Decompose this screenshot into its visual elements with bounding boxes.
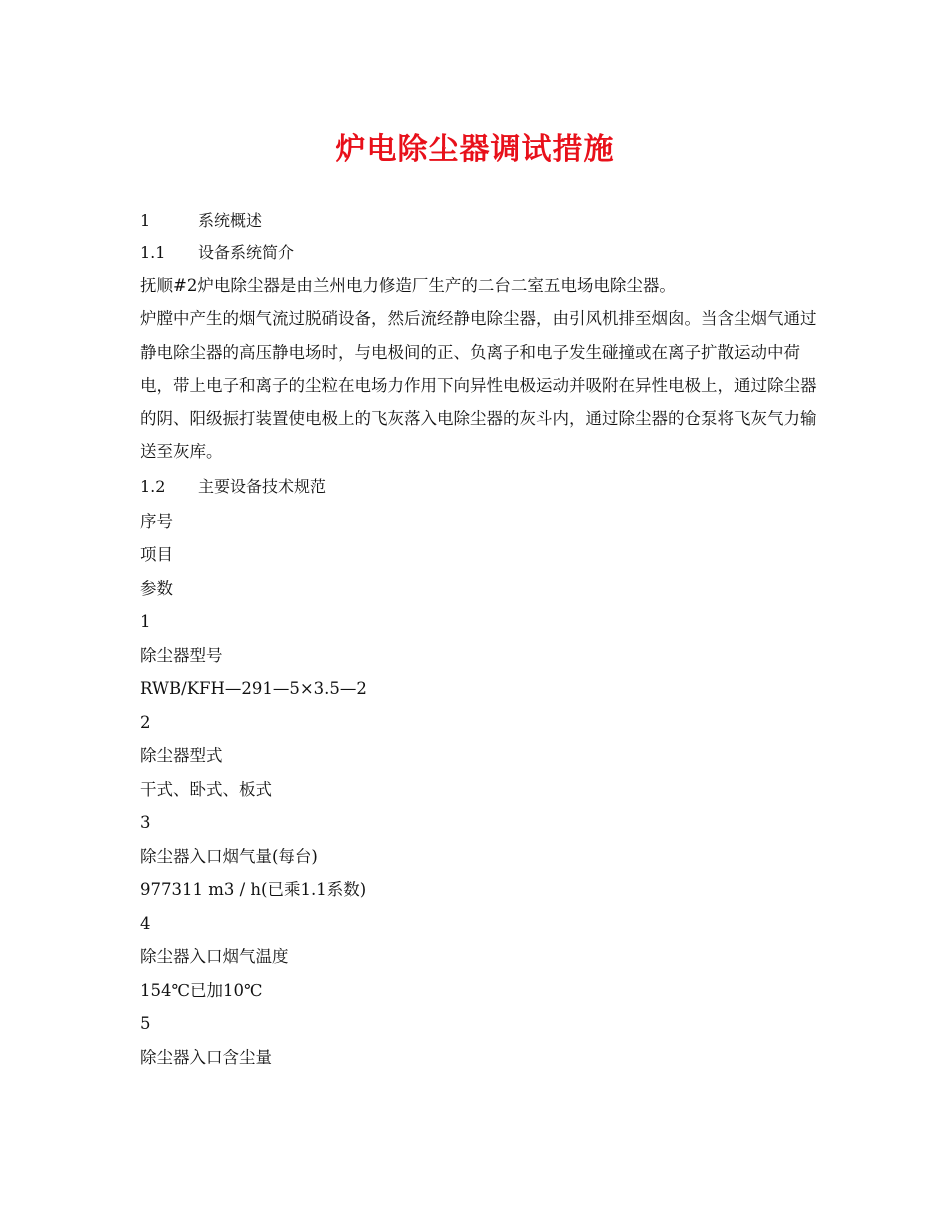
section-number: 1.1 [140,243,166,262]
table-line: 干式、卧式、板式 [140,779,272,799]
table-line: 除尘器入口烟气量(每台) [140,846,318,866]
table-line: 5 [140,1014,151,1034]
section-heading-1 [140,205,820,237]
table-line: 977311 m3 / h(已乘1.1系数) [140,880,367,900]
table-line: 除尘器入口含尘量 [140,1047,272,1067]
table-line: 154℃已加10℃ [140,980,263,1000]
table-line: 3 [140,813,151,833]
section-number: 1.2 [140,476,166,496]
section-title: 系统概述 [198,211,263,230]
section-title: 主要设备技术规范 [198,476,327,496]
description-paragraph: 炉膛中产生的烟气流过脱硝设备，然后流经静电除尘器，由引风机排至烟囱。当含尘烟气通过静电除尘器的高压静电场时，与电极间的正、负离子和电子发生碰撞或在离子扩散运动中荷电，带上电子和离子的尘粒在电场力作用下向异性电极运动并吸附在异性电极上，通过除尘器的阴、阳级振打装置使电极上的飞灰落入电除尘器的灰斗内，通过除尘器的仓泵将飞灰气力输送至灰库。 [140,309,817,462]
table-line: 4 [140,913,151,933]
document-title: 炉电除尘器调试措施 [335,132,615,167]
spec-table-lines [140,505,820,1075]
table-line: 项目 [140,545,173,565]
table-line: 2 [140,712,151,732]
table-line: 参数 [140,578,173,598]
section-title: 设备系统简介 [198,243,295,262]
table-line: 除尘器型式 [140,746,223,766]
table-line: RWB/KFH—291—5×3.5—2 [140,679,367,699]
section-heading-1-2 [140,471,820,503]
section-heading-1-1 [140,237,820,269]
table-line: 1 [140,612,151,632]
table-line: 除尘器入口烟气温度 [140,947,289,967]
document-body [140,205,820,1074]
intro-paragraph: 抚顺#2炉电除尘器是由兰州电力修造厂生产的二台二室五电场电除尘器。 [140,276,676,295]
section-number: 1 [140,211,151,230]
table-line: 除尘器型号 [140,645,223,665]
table-line: 序号 [140,511,173,531]
